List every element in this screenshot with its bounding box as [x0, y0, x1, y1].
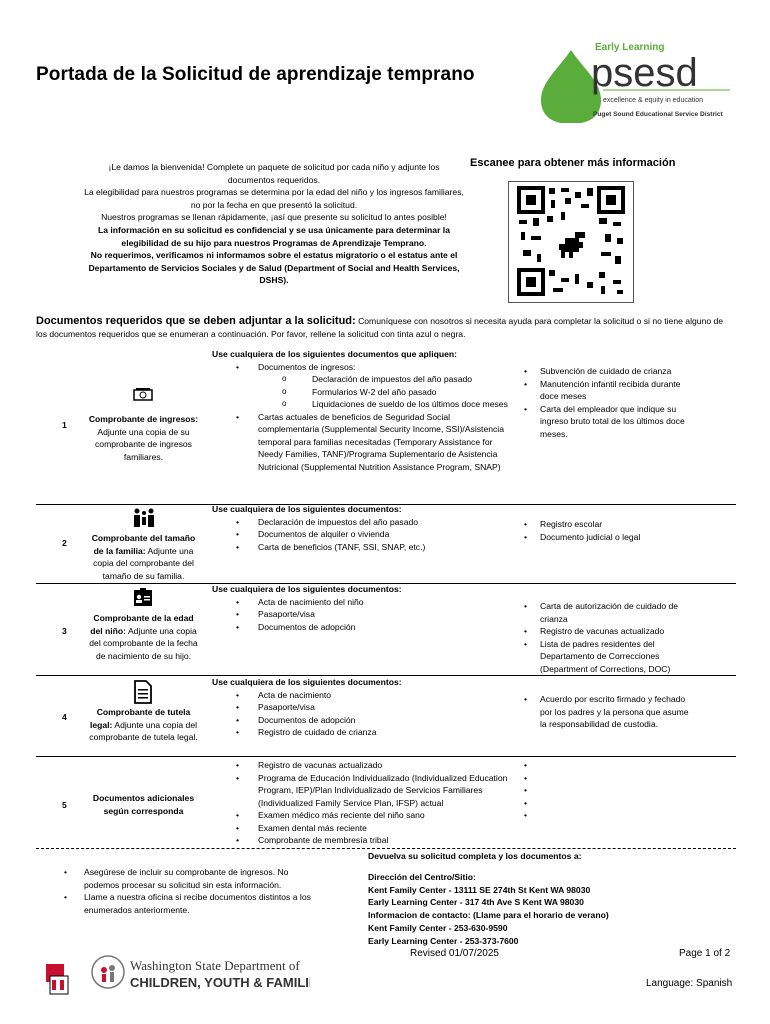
logo-name: psesd: [591, 51, 698, 95]
list-item: o Liquidaciones de sueldo de los últimos doce meses: [212, 398, 512, 411]
row-divider: [36, 756, 736, 757]
list-item: • Cartas actuales de beneficios de Seguridad Social complementaria (Supplemental Security Income, SSI)/Asistencia temporal para familias necesitadas (Temporary Assistance for Needy Families, TANF)/Programa Suplementario de Asistencia Nutricional (Supplemental Nutrition Assistance Program, SNAP): [212, 411, 512, 474]
footer-notes: [64, 866, 324, 916]
row-right-column: [520, 365, 695, 440]
row-left-column: [212, 583, 512, 633]
row-left-column: [212, 503, 512, 553]
row-number: 1: [62, 420, 67, 430]
list-item: • Documento judicial o legal: [520, 531, 695, 544]
row-title: Comprobante del tamaño de la familia:: [91, 533, 196, 556]
return-line: Kent Family Center - 13111 SE 274th St Kent WA 98030: [368, 884, 591, 895]
footer-note: • Llame a nuestra oficina si recibe documentos distintos a los enumerados anteriormente.: [64, 891, 324, 916]
logo-top-text: Early Learning: [595, 42, 665, 53]
list-item: • Pasaporte/visa: [212, 608, 512, 621]
row-category: [86, 706, 201, 744]
row-right-column: [520, 600, 695, 675]
list-item: [520, 797, 695, 810]
list-item: • Carta del empleador que indique su ingreso bruto total de los últimos doce meses.: [520, 403, 695, 441]
row-title: Comprobante de tutela legal:: [89, 707, 191, 730]
list-item: • Subvención de cuidado de crianza: [520, 365, 695, 378]
list-item: [520, 772, 695, 785]
list-item: • Registro de vacunas actualizado: [212, 759, 512, 772]
row-category: [86, 413, 201, 463]
row-category: [86, 792, 201, 817]
list-item: o Formularios W-2 del año pasado: [212, 386, 512, 399]
return-line: Dirección del Centro/Sitio:: [368, 871, 476, 882]
list-item: • Acuerdo por escrito firmado y fechado por los padres y la persona que asume la responsabilidad de custodia.: [520, 693, 695, 731]
row-header: Use cualquiera de los siguientes documentos:: [212, 677, 402, 687]
row-header: Use cualquiera de los siguientes documentos:: [212, 504, 402, 514]
documents-subtext: Comuníquese con nosotros si necesita ayuda para completar la solicitud o si no tiene alguno de los documentos requeridos que se enumeran a continuación. Por favor, rellene la solicitud con tinta azul o negra.: [36, 316, 724, 339]
row-desc: Adjunte una copia del comprobante de la fecha de nacimiento de su hijo.: [89, 625, 198, 661]
list-item: • Registro de vacunas actualizado: [520, 625, 695, 638]
qr-code[interactable]: [508, 181, 634, 303]
list-item: • Manutención infantil recibida durante doce meses: [520, 378, 695, 403]
page-number: Page 1 of 2: [679, 948, 731, 959]
row-number: 4: [62, 712, 67, 722]
list-item: • Pasaporte/visa: [212, 701, 512, 714]
money-icon: [132, 384, 154, 406]
list-item: • Documentos de alquiler o vivienda: [212, 528, 512, 541]
dcyf-line2: CHILDREN, YOUTH & FAMILIES: [130, 975, 310, 990]
page-title: Portada de la Solicitud de aprendizaje temprano: [36, 64, 475, 85]
intro-bold-line: La información en su solicitud es confidencial y se usa únicamente para determinar la elegibilidad de su hijo para nuestros Programas de Aprendizaje Temprano.: [98, 224, 450, 248]
documents-heading-block: [36, 315, 736, 341]
row-left-column: [212, 676, 512, 739]
return-line: Informacion de contacto: (Llame para el horario de verano): [368, 910, 609, 921]
row-header: Use cualquiera de los siguientes documentos que apliquen:: [212, 349, 457, 359]
dcyf-line1: Washington State Department of: [130, 958, 300, 973]
list-item: • Registro de cuidado de crianza: [212, 726, 512, 739]
list-item: • Carta de autorización de cuidado de crianza: [520, 600, 695, 625]
dcyf-logo: [40, 950, 310, 998]
row-right-column: [520, 518, 695, 543]
row-category: [86, 532, 201, 582]
footer-note: • Asegúrese de incluir su comprobante de ingresos. No podemos procesar su solicitud sin esta información.: [64, 866, 324, 891]
return-line: Early Learning Center - 253-373-7600: [368, 935, 519, 946]
row-category: [86, 612, 201, 662]
list-item: • Documentos de adopción: [212, 714, 512, 727]
list-item: • Examen dental más reciente: [212, 822, 512, 835]
list-item: • Carta de beneficios (TANF, SSI, SNAP, etc.): [212, 541, 512, 554]
list-item: • Acta de nacimiento del niño: [212, 596, 512, 609]
intro-text: [84, 161, 464, 287]
intro-line: Nuestros programas se llenan rápidamente, ¡así que presente su solicitud lo antes posible!: [101, 212, 447, 223]
list-item: • Examen médico más reciente del niño sano: [212, 809, 512, 822]
list-item: o Declaración de impuestos del año pasado: [212, 373, 512, 386]
document-icon: [133, 680, 155, 702]
row-left-column: [212, 348, 512, 473]
list-item: • Registro escolar: [520, 518, 695, 531]
language-label: Language: Spanish: [646, 978, 733, 989]
list-item: [520, 784, 695, 797]
documents-heading: Documentos requeridos que se deben adjuntar a la solicitud:: [36, 315, 356, 327]
list-item: • Programa de Educación Individualizado (Individualized Education Program, IEP)/Plan Individualizado de Servicios Familiares (Individualized Family Service Plan, IFSP) actual: [212, 772, 512, 810]
list-item: [520, 759, 695, 772]
intro-line: La elegibilidad para nuestros programas se determina por la edad del niño y los ingresos familiares, no por la fecha en que presentó la solicitud.: [84, 187, 464, 210]
list-item: • Documentos de ingresos:: [212, 361, 512, 374]
return-heading: Devuelva su solicitud completa y los documentos a:: [368, 851, 582, 861]
row-title: Comprobante de ingresos:: [88, 414, 199, 424]
row-desc: Adjunte una copia del comprobante de tutela legal.: [89, 719, 198, 742]
intro-bold-line: No requerimos, verificamos ni informamos sobre el estatus migratorio o el estatus ante el Departamento de Servicios Sociales y de Salud (Department of Social and Health Services, DSHS).: [88, 250, 460, 286]
row-number: 5: [62, 800, 67, 810]
row-right-column: [520, 693, 695, 731]
revised-date: Revised 01/07/2025: [410, 948, 499, 959]
logo-org: Puget Sound Educational Service District: [593, 111, 723, 118]
intro-line: ¡Le damos la bienvenida! Complete un paquete de solicitud por cada niño y adjunte los documentos requeridos.: [108, 162, 440, 185]
list-item: • Lista de padres residentes del Departamento de Correcciones (Department of Corrections, DOC): [520, 638, 695, 676]
row-divider: [36, 848, 736, 849]
row-left-column: [212, 759, 512, 847]
list-item: • Documentos de adopción: [212, 621, 512, 634]
return-info: [368, 850, 738, 948]
family-icon: [132, 507, 154, 529]
id-card-icon: [132, 587, 154, 609]
list-item: • Declaración de impuestos del año pasado: [212, 516, 512, 529]
row-title: Comprobante de la edad del niño:: [90, 613, 194, 636]
row-title: Documentos adicionales según corresponda: [92, 793, 195, 816]
return-line: Early Learning Center - 317 4th Ave S Kent WA 98030: [368, 897, 584, 908]
list-item: • Acta de nacimiento: [212, 689, 512, 702]
row-desc: Adjunte una copia de su comprobante de ingresos familiares.: [95, 426, 192, 462]
row-number: 3: [62, 626, 67, 636]
row-right-column: [520, 759, 695, 822]
list-item: [520, 809, 695, 822]
row-header: Use cualquiera de los siguientes documentos:: [212, 584, 402, 594]
row-desc: Adjunte una copia del comprobante del tamaño de su familia.: [93, 545, 194, 581]
row-number: 2: [62, 538, 67, 548]
return-line: Kent Family Center - 253-630-9590: [368, 922, 508, 933]
scan-label: Escanee para obtener más información: [470, 157, 676, 169]
logo-tagline: excellence & equity in education: [603, 97, 704, 104]
list-item: • Comprobante de membresía tribal: [212, 834, 512, 847]
psesd-logo: [535, 38, 735, 123]
